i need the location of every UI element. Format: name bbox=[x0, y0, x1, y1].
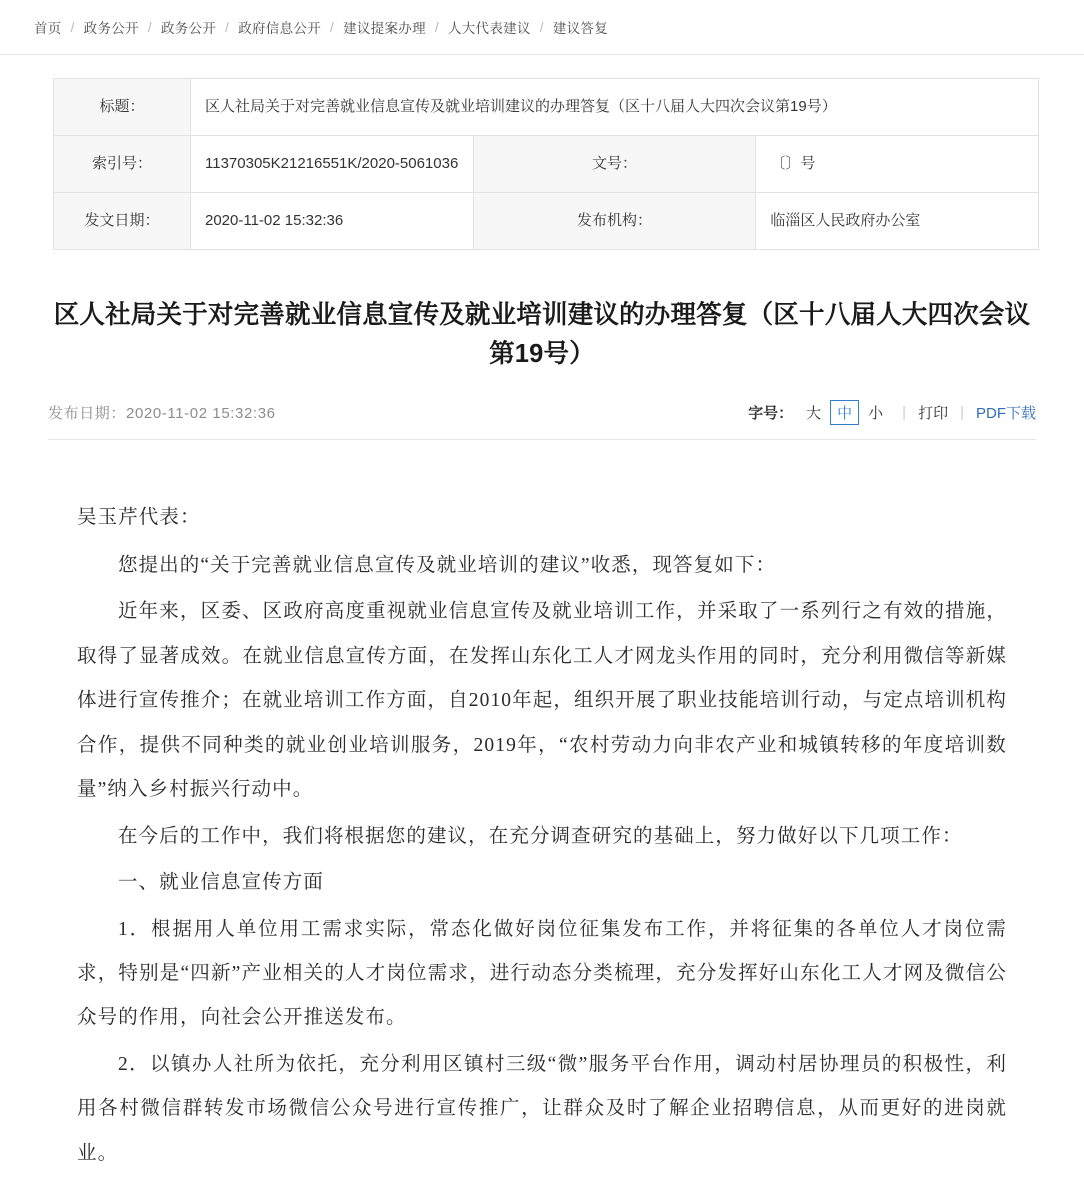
font-size-label: 字号： bbox=[748, 404, 794, 422]
publish-date-prefix: 发布日期： bbox=[48, 404, 127, 422]
breadcrumb-item-5[interactable]: 人大代表建议 bbox=[447, 21, 531, 36]
document-body bbox=[77, 496, 1007, 1177]
document-info-table bbox=[53, 78, 1039, 250]
document-meta-bar bbox=[48, 400, 1036, 440]
info-label-title: 标题： bbox=[54, 79, 191, 136]
body-paragraph-2: 近年来，区委、区政府高度重视就业信息宣传及就业培训工作，并采取了一系列行之有效的措施，取得了显著成效。在就业信息宣传方面，在发挥山东化工人才网龙头作用的同时，充分利用微信等新媒体进行宣传推介；在就业培训工作方面，自2010年起，组织开展了职业技能培训行动，与定点培训机构合作，提供不同种类的就业创业培训服务，2019年，“农村劳动力向非农产业和城镇转移的年度培训数量”纳入乡村振兴行动中。 bbox=[77, 601, 1007, 801]
table-row bbox=[54, 193, 1039, 250]
breadcrumb-separator: / bbox=[539, 19, 544, 35]
document-info-table-wrap bbox=[39, 78, 1045, 250]
font-size-large-button[interactable]: 大 bbox=[806, 404, 822, 422]
body-paragraph-1: 您提出的“关于完善就业信息宣传及就业培训的建议”收悉，现答复如下： bbox=[117, 554, 777, 576]
table-row bbox=[54, 136, 1039, 193]
breadcrumb-item-6[interactable]: 建议答复 bbox=[552, 21, 609, 36]
breadcrumb-item-4[interactable]: 建议提案办理 bbox=[343, 21, 426, 36]
tools-divider: | bbox=[902, 403, 907, 421]
body-paragraph-4: 一、就业信息宣传方面 bbox=[117, 872, 324, 894]
breadcrumb-item-0[interactable]: 首页 bbox=[34, 21, 62, 36]
print-button[interactable]: 打印 bbox=[918, 404, 949, 422]
body-paragraph-0: 吴玉芹代表： bbox=[77, 506, 201, 528]
publish-date-text bbox=[48, 402, 276, 423]
breadcrumb-separator: / bbox=[70, 19, 75, 35]
breadcrumb-separator: / bbox=[434, 19, 439, 35]
font-size-medium-button[interactable]: 中 bbox=[830, 400, 859, 425]
publish-date-value: 2020-11-02 15:32:36 bbox=[126, 404, 276, 422]
breadcrumb bbox=[0, 0, 1084, 55]
info-label-agency: 发布机构： bbox=[473, 193, 756, 250]
info-value-title: 区人社局关于对完善就业信息宣传及就业培训建议的办理答复（区十八届人大四次会议第19号） bbox=[191, 79, 1039, 136]
pdf-download-link[interactable]: PDF下载 bbox=[975, 404, 1036, 422]
info-label-date: 发文日期： bbox=[54, 193, 191, 250]
info-value-agency: 临淄区人民政府办公室 bbox=[756, 193, 1039, 250]
page-title: 区人社局关于对完善就业信息宣传及就业培训建议的办理答复（区十八届人大四次会议第19号） bbox=[53, 301, 1031, 368]
font-size-small-button[interactable]: 小 bbox=[868, 404, 884, 422]
info-value-docnum: 〔〕号 bbox=[756, 136, 1039, 193]
info-label-index: 索引号： bbox=[54, 136, 191, 193]
breadcrumb-item-2[interactable]: 政务公开 bbox=[160, 21, 217, 36]
breadcrumb-item-1[interactable]: 政务公开 bbox=[83, 21, 139, 36]
tools-divider: | bbox=[960, 403, 964, 421]
document-tools bbox=[748, 400, 1036, 425]
breadcrumb-separator: / bbox=[330, 19, 335, 35]
breadcrumb-item-3[interactable]: 政府信息公开 bbox=[238, 21, 322, 36]
info-value-index: 11370305K21216551K/2020-5061036 bbox=[191, 136, 474, 193]
body-paragraph-3: 在今后的工作中，我们将根据您的建议，在充分调查研究的基础上，努力做好以下几项工作： bbox=[117, 825, 963, 847]
body-paragraph-6: 2．以镇办人社所为依托，充分利用区镇村三级“微”服务平台作用，调动村居协理员的积极性，利用各村微信群转发市场微信公众号进行宣传推广，让群众及时了解企业招聘信息，从而更好的进岗就业。 bbox=[77, 1053, 1007, 1164]
breadcrumb-separator: / bbox=[225, 19, 230, 35]
breadcrumb-separator: / bbox=[147, 19, 152, 35]
body-paragraph-5: 1．根据用人单位用工需求实际，常态化做好岗位征集发布工作，并将征集的各单位人才岗位需求，特别是“四新”产业相关的人才岗位需求，进行动态分类梳理，充分发挥好山东化工人才网及微信公众号的作用，向社会公开推送发布。 bbox=[77, 918, 1007, 1029]
info-value-date: 2020-11-02 15:32:36 bbox=[191, 193, 474, 250]
table-row bbox=[54, 79, 1039, 136]
info-label-docnum: 文号： bbox=[473, 136, 756, 193]
